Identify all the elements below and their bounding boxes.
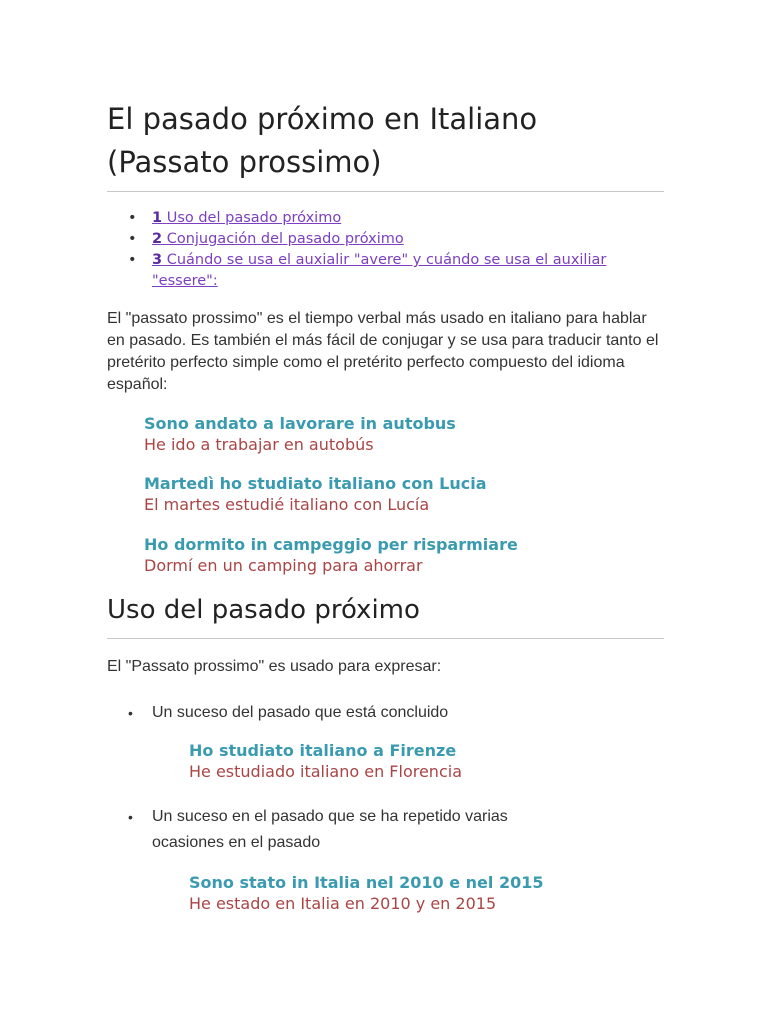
example-spanish: He estudiado italiano en Florencia <box>189 762 462 781</box>
toc-item-1 <box>128 208 648 229</box>
example-spanish: He ido a trabajar en autobús <box>144 435 374 454</box>
toc-item-3 <box>128 250 648 292</box>
example-spanish: Dormí en un camping para ahorrar <box>144 556 423 575</box>
section-heading: Uso del pasado próximo <box>107 595 420 625</box>
usage-item-2 <box>128 804 568 856</box>
toc-item-2 <box>128 229 648 250</box>
usage-item-1 <box>128 700 608 726</box>
usage-text: Un suceso del pasado que está concluido <box>152 704 449 721</box>
bullet-icon: • <box>128 809 133 825</box>
usage-text: Un suceso en el pasado que se ha repetido varias ocasiones en el pasado <box>152 808 508 851</box>
example-spanish: El martes estudié italiano con Lucía <box>144 495 430 514</box>
page-title: El pasado próximo en Italiano (Passato prossimo) <box>107 102 538 179</box>
table-of-contents <box>128 208 648 292</box>
intro-paragraph: El "passato prossimo" es el tiempo verbal más usado en italiano para hablar en pasado. Es también el más fácil de conjugar y se usa para traducir tanto el pretérito perfecto simple como el pretérito perfecto compuesto del idioma español: <box>107 310 659 393</box>
bullet-icon: • <box>128 210 137 226</box>
example-2 <box>144 473 487 515</box>
section-intro: El "Passato prossimo" es usado para expresar: <box>107 658 442 675</box>
example-italian: Martedì ho studiato italiano con Lucia <box>144 474 487 493</box>
example-italian: Sono stato in Italia nel 2010 e nel 2015 <box>189 873 544 892</box>
bullet-icon: • <box>128 231 137 247</box>
usage-example-1 <box>189 740 462 782</box>
section-divider <box>107 638 664 639</box>
example-1 <box>144 413 456 455</box>
toc-link-conjugacion[interactable]: 2 Conjugación del pasado próximo <box>152 231 404 247</box>
bullet-icon: • <box>128 705 133 721</box>
example-spanish: He estado en Italia en 2010 y en 2015 <box>189 894 497 913</box>
toc-link-auxiliar[interactable]: 3 Cuándo se usa el auxialir "avere" y cuándo se usa el auxiliar "essere": <box>152 252 607 289</box>
usage-example-2 <box>189 872 543 914</box>
example-italian: Ho studiato italiano a Firenze <box>189 741 457 760</box>
example-italian: Ho dormito in campeggio per risparmiare <box>144 535 518 554</box>
example-3 <box>144 534 518 576</box>
title-divider <box>107 191 664 192</box>
bullet-icon: • <box>128 252 137 268</box>
example-italian: Sono andato a lavorare in autobus <box>144 414 456 433</box>
toc-link-uso[interactable]: 1 Uso del pasado próximo <box>152 210 342 226</box>
